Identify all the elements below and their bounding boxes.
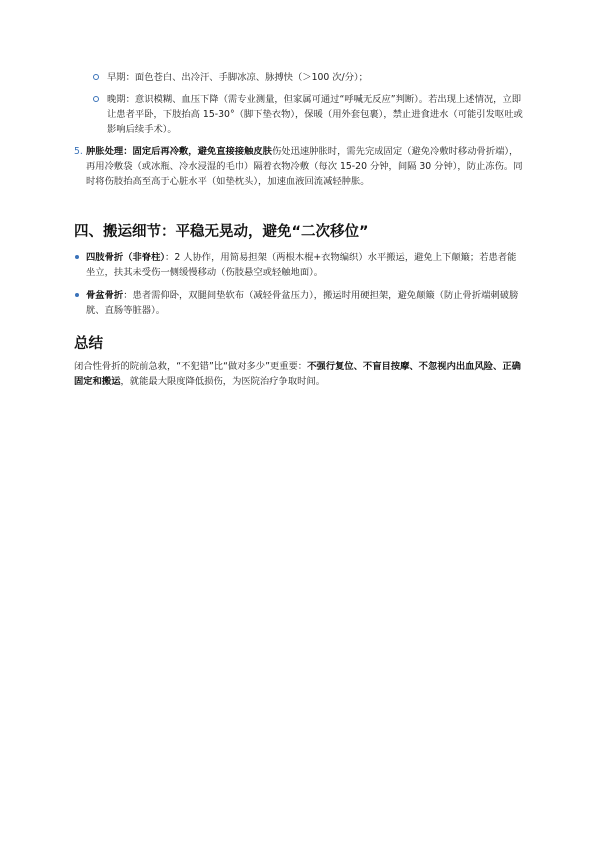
early-label: 早期 bbox=[107, 72, 126, 83]
pelvic-fracture-text: 患者需仰卧，双腿间垫软布（减轻骨盆压力），搬运时用硬担架，避免颠簸（防止骨折端刺破膀胱、直肠等脏器）。 bbox=[86, 290, 519, 316]
bullet-icon bbox=[75, 293, 79, 297]
pelvic-fracture-separator: ： bbox=[123, 290, 133, 301]
item-number: 5. bbox=[74, 146, 83, 157]
list-item-limb-fracture bbox=[74, 250, 524, 280]
shock-signs-list bbox=[93, 70, 523, 144]
summary-bold: 不强行复位、不盲目按摩、不忽视内出血风险、正确固定和搬运 bbox=[74, 361, 521, 387]
bullet-icon bbox=[75, 255, 79, 259]
transport-list bbox=[74, 250, 524, 326]
late-text: 意识模糊、血压下降（需专业测量，但家属可通过“呼喊无反应”判断）。若出现上述情况，立即让患者平卧，下肢抬高 15-30°（脚下垫衣物），保暖（用外套包裹），禁止进食进水（可能引发呕吐或影响后续手术）。 bbox=[107, 94, 523, 135]
early-separator: ： bbox=[125, 72, 135, 83]
item-text: 伤处迅速肿胀时，需先完成固定（避免冷敷时移动骨折端），再用冷敷袋（或冰瓶、冷水浸湿的毛巾）隔着衣物冷敷（每次 15-20 分钟，间隔 30 分钟），防止冻伤。同时将伤肢抬高至高于心脏水平（如垫枕头），加速血液回流减轻肿胀。 bbox=[86, 146, 523, 187]
late-separator: ： bbox=[125, 94, 135, 105]
limb-fracture-separator: ： bbox=[165, 252, 175, 263]
numbered-item-5 bbox=[74, 144, 524, 189]
hollow-bullet-icon bbox=[93, 74, 99, 80]
list-item-late bbox=[93, 92, 523, 137]
summary-text-before: 闭合性骨折的院前急救，“不犯错”比“做对多少”更重要： bbox=[74, 361, 308, 372]
pelvic-fracture-title: 骨盆骨折 bbox=[86, 290, 124, 301]
limb-fracture-text: 2 人协作，用简易担架（两根木棍+衣物编织）水平搬运，避免上下颠簸；若患者能坐立，扶其未受伤一侧缓慢移动（伤肢悬空或轻触地面）。 bbox=[86, 252, 517, 278]
list-item-early bbox=[93, 70, 523, 85]
item-bold-phrase: 固定后再冷敷，避免直接接触皮肤 bbox=[132, 146, 272, 157]
limb-fracture-title: 四肢骨折（非脊柱） bbox=[86, 252, 166, 263]
summary-heading: 总结 bbox=[74, 336, 103, 352]
hollow-bullet-icon bbox=[93, 96, 99, 102]
summary-paragraph bbox=[74, 359, 524, 389]
summary-text-after: ，就能最大限度降低损伤，为医院治疗争取时间。 bbox=[120, 376, 326, 387]
section-heading: 四、搬运细节：平稳无晃动，避免“二次移位” bbox=[74, 224, 369, 240]
item-title-colon: ： bbox=[123, 146, 133, 157]
item-title: 肿胀处理 bbox=[86, 146, 124, 157]
numbered-item-body bbox=[86, 144, 524, 189]
early-text: 面色苍白、出冷汗、手脚冰凉、脉搏快（＞100 次/分）； bbox=[134, 72, 368, 83]
late-label: 晚期 bbox=[107, 94, 126, 105]
list-item-pelvic-fracture bbox=[74, 288, 524, 318]
